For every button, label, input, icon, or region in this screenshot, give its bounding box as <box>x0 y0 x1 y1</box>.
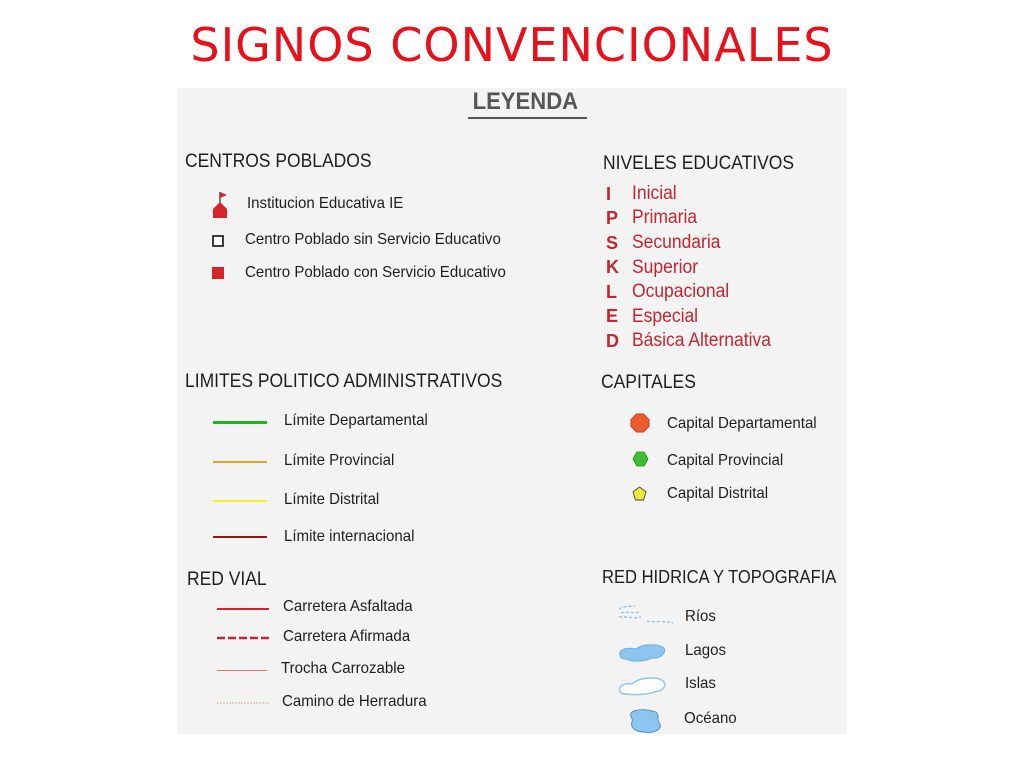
niveles-educativos-heading: NIVELES EDUCATIVOS <box>603 153 795 174</box>
nivel-letter: D <box>606 331 619 351</box>
nivel-label: Especial <box>632 306 699 327</box>
hollow-square-icon <box>212 235 224 247</box>
red-vial-label: Camino de Herradura <box>282 693 427 710</box>
page-title: SIGNOS CONVENCIONALES <box>190 18 834 72</box>
nivel-label: Primaria <box>632 207 698 228</box>
limite-distrital-line <box>213 500 267 502</box>
capital-label: Capital Distrital <box>667 485 769 502</box>
hidrica-label: Lagos <box>685 642 726 659</box>
island-icon <box>618 674 668 696</box>
trocha-carrozable-line <box>217 670 267 671</box>
limite-label: Límite Departamental <box>284 412 428 429</box>
limite-departamental-line <box>213 421 267 424</box>
nivel-letter: K <box>606 257 619 277</box>
limite-internacional-line <box>213 536 267 538</box>
hidrica-label: Ríos <box>685 608 716 625</box>
hidrica-label: Océano <box>684 710 737 727</box>
legend-heading: LEYENDA <box>472 88 579 115</box>
red-hidrica-heading: RED HIDRICA Y TOPOGRAFIA <box>602 567 837 587</box>
nivel-label: Inicial <box>632 183 677 204</box>
nivel-label: Básica Alternativa <box>632 330 771 351</box>
capital-label: Capital Departamental <box>667 415 817 432</box>
nivel-letter: I <box>606 184 612 204</box>
nivel-letter: L <box>606 282 617 302</box>
nivel-letter: S <box>606 233 619 253</box>
nivel-letter: E <box>606 306 619 326</box>
hexagon-icon <box>633 452 648 466</box>
limite-label: Límite internacional <box>284 528 415 545</box>
limites-heading: LIMITES POLITICO ADMINISTRATIVOS <box>185 371 503 392</box>
capital-label: Capital Provincial <box>667 452 784 469</box>
nivel-label: Secundaria <box>632 232 721 253</box>
limite-label: Límite Provincial <box>284 452 395 469</box>
filled-square-icon <box>212 267 224 279</box>
carretera-asfaltada-line <box>217 608 269 610</box>
red-vial-heading: RED VIAL <box>187 569 267 590</box>
hidrica-label: Islas <box>685 675 716 692</box>
centros-poblados-heading: CENTROS POBLADOS <box>185 151 372 172</box>
limite-provincial-line <box>213 461 267 463</box>
red-vial-label: Carretera Asfaltada <box>283 598 413 615</box>
legend-panel <box>177 88 847 734</box>
lake-icon <box>618 641 666 663</box>
carretera-afirmada-line <box>217 636 269 640</box>
ocean-icon <box>628 708 662 734</box>
centros-poblados-item-label: Institucion Educativa IE <box>247 195 404 212</box>
nivel-label: Ocupacional <box>632 281 730 302</box>
school-flag-icon <box>211 192 229 218</box>
legend-underline <box>468 117 587 119</box>
nivel-letter: P <box>606 208 619 228</box>
centros-poblados-item-label: Centro Poblado con Servicio Educativo <box>245 264 506 281</box>
capitales-heading: CAPITALES <box>601 372 696 393</box>
octagon-icon <box>631 414 649 432</box>
pentagon-icon <box>633 487 646 500</box>
centros-poblados-item-label: Centro Poblado sin Servicio Educativo <box>245 231 501 248</box>
camino-herradura-line <box>217 702 269 704</box>
red-vial-label: Carretera Afirmada <box>283 628 411 645</box>
river-icon <box>617 603 675 627</box>
limite-label: Límite Distrital <box>284 491 380 508</box>
nivel-label: Superior <box>632 257 699 278</box>
red-vial-label: Trocha Carrozable <box>281 660 405 677</box>
